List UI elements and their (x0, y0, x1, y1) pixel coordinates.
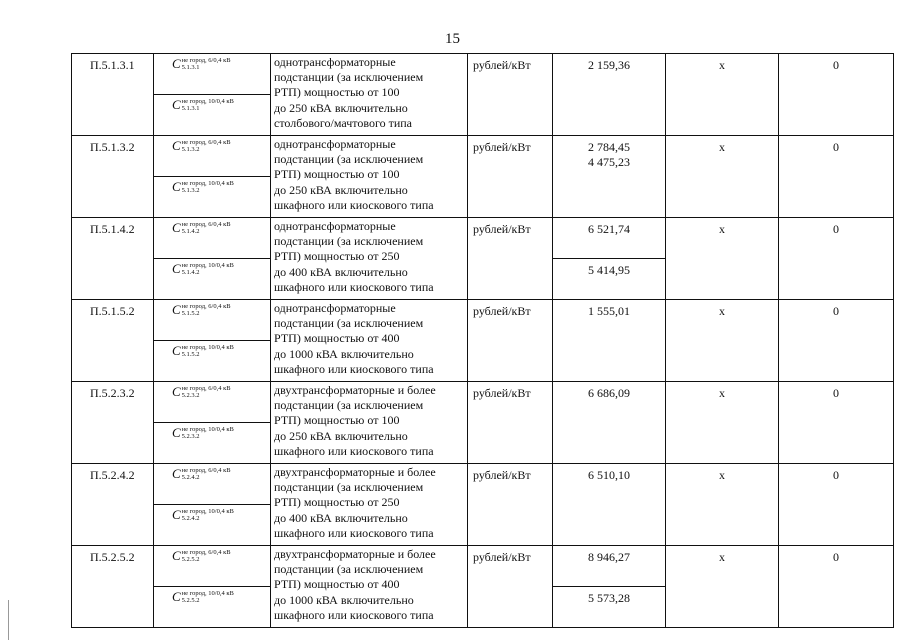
tariff-symbol-subscript: 5.2.4.2 (181, 515, 200, 522)
rate-code: П.5.2.4.2 (90, 468, 135, 482)
tariff-symbol (172, 262, 234, 276)
zero-cell (779, 300, 894, 382)
zero-value: 0 (833, 222, 839, 236)
unit-cell (468, 136, 553, 218)
rate-code-cell (72, 546, 154, 628)
tariff-symbol-subscript: 5.2.3.2 (181, 392, 200, 399)
tariff-symbol-superscript: не город, 10/0,4 кВ (181, 98, 234, 105)
formula-cell-6kv (154, 382, 271, 423)
tariff-symbol-superscript: не город, 6/0,4 кВ (181, 57, 231, 64)
tariff-value: 2 159,36 (588, 58, 630, 72)
formula-cell-10kv (154, 423, 271, 464)
tariff-symbol-subscript: 5.1.4.2 (181, 269, 200, 276)
value-cell-6kv (553, 382, 666, 464)
tariff-symbol-scripts (182, 57, 231, 71)
rate-code: П.5.1.3.2 (90, 140, 135, 154)
tariff-table (71, 53, 894, 628)
tariff-symbol-scripts (182, 590, 234, 604)
table-row (72, 54, 894, 95)
unit-label: рублей/кВт (473, 140, 531, 154)
x-mark: х (719, 58, 725, 72)
description-line: подстанции (за исключением (274, 70, 424, 85)
tariff-symbol (172, 139, 231, 153)
tariff-symbol (172, 221, 231, 235)
formula-cell-10kv (154, 341, 271, 382)
tariff-symbol-scripts (182, 180, 234, 194)
tariff-symbol-letter: C (172, 548, 181, 563)
description-line: шкафного или киоскового типа (274, 525, 434, 540)
tariff-symbol-superscript: не город, 6/0,4 кВ (181, 139, 231, 146)
description-line: однотрансформаторные (274, 55, 396, 69)
description-line: до 400 кВА включительно (274, 510, 408, 525)
description-line: до 250 кВА включительно (274, 100, 408, 115)
tariff-symbol-scripts (182, 344, 234, 358)
zero-cell (779, 546, 894, 628)
x-cell (666, 546, 779, 628)
x-mark: х (719, 140, 725, 154)
x-cell (666, 218, 779, 300)
zero-cell (779, 382, 894, 464)
rate-code-cell (72, 136, 154, 218)
unit-cell (468, 382, 553, 464)
unit-cell (468, 546, 553, 628)
rate-code: П.5.1.5.2 (90, 304, 135, 318)
table-row (72, 382, 894, 423)
zero-value: 0 (833, 304, 839, 318)
formula-cell-10kv (154, 259, 271, 300)
table-row (72, 218, 894, 259)
tariff-value: 4 475,23 (588, 155, 630, 170)
description-line: подстанции (за исключением (274, 398, 424, 413)
tariff-symbol-superscript: не город, 6/0,4 кВ (181, 467, 231, 474)
rate-code-cell (72, 54, 154, 136)
rate-code-cell (72, 300, 154, 382)
tariff-value: 6 510,10 (588, 468, 630, 482)
description-line: шкафного или киоскового типа (274, 197, 434, 212)
rate-code: П.5.1.3.1 (90, 58, 135, 72)
tariff-symbol-subscript: 5.2.5.2 (181, 597, 200, 604)
tariff-symbol (172, 180, 234, 194)
formula-cell-6kv (154, 136, 271, 177)
unit-label: рублей/кВт (473, 386, 531, 400)
description-line: РТП) мощностью от 100 (274, 167, 400, 182)
scan-artifact-line (8, 600, 9, 640)
x-cell (666, 136, 779, 218)
tariff-symbol-scripts (182, 221, 231, 235)
formula-cell-6kv (154, 546, 271, 587)
formula-cell-10kv (154, 587, 271, 628)
tariff-symbol-superscript: не город, 10/0,4 кВ (181, 508, 234, 515)
tariff-symbol-letter: C (172, 507, 181, 522)
description-line: до 1000 кВА включительно (274, 346, 414, 361)
tariff-symbol (172, 57, 231, 71)
tariff-symbol-letter: C (172, 220, 181, 235)
formula-cell-10kv (154, 505, 271, 546)
tariff-symbol-subscript: 5.1.3.1 (181, 105, 200, 112)
rate-code: П.5.2.3.2 (90, 386, 135, 400)
description-line: РТП) мощностью от 100 (274, 85, 400, 100)
zero-value: 0 (833, 58, 839, 72)
description-line: РТП) мощностью от 100 (274, 413, 400, 428)
table-row (72, 546, 894, 587)
tariff-symbol-scripts (182, 98, 234, 112)
value-cell-6kv (553, 218, 666, 259)
tariff-value: 1 555,01 (588, 304, 630, 318)
description-line: однотрансформаторные (274, 219, 396, 233)
tariff-value: 2 784,45 (588, 140, 630, 154)
description-line: шкафного или киоскового типа (274, 279, 434, 294)
unit-label: рублей/кВт (473, 222, 531, 236)
tariff-symbol (172, 508, 234, 522)
tariff-symbol (172, 303, 231, 317)
tariff-symbol-superscript: не город, 10/0,4 кВ (181, 262, 234, 269)
description-cell (271, 300, 468, 382)
table-row (72, 300, 894, 341)
zero-value: 0 (833, 140, 839, 154)
description-line: подстанции (за исключением (274, 562, 424, 577)
value-cell-6kv (553, 300, 666, 382)
tariff-symbol-superscript: не город, 6/0,4 кВ (181, 221, 231, 228)
description-line: двухтрансформаторные и более (274, 547, 436, 561)
unit-cell (468, 464, 553, 546)
tariff-symbol (172, 467, 231, 481)
tariff-symbol-superscript: не город, 10/0,4 кВ (181, 344, 234, 351)
tariff-symbol-scripts (182, 385, 231, 399)
tariff-symbol-letter: C (172, 343, 181, 358)
description-line: РТП) мощностью от 250 (274, 249, 400, 264)
table-row (72, 136, 894, 177)
unit-label: рублей/кВт (473, 550, 531, 564)
tariff-value: 5 414,95 (588, 263, 630, 277)
x-mark: х (719, 222, 725, 236)
unit-label: рублей/кВт (473, 468, 531, 482)
tariff-symbol (172, 590, 234, 604)
tariff-symbol-subscript: 5.1.3.2 (181, 146, 200, 153)
description-line: однотрансформаторные (274, 301, 396, 315)
tariff-symbol (172, 426, 234, 440)
description-cell (271, 382, 468, 464)
zero-value: 0 (833, 386, 839, 400)
description-line: РТП) мощностью от 250 (274, 495, 400, 510)
x-mark: х (719, 386, 725, 400)
rate-code: П.5.1.4.2 (90, 222, 135, 236)
tariff-symbol-scripts (182, 549, 231, 563)
formula-cell-10kv (154, 95, 271, 136)
formula-cell-6kv (154, 218, 271, 259)
tariff-symbol-letter: C (172, 589, 181, 604)
tariff-table-body (72, 54, 894, 628)
zero-cell (779, 218, 894, 300)
tariff-symbol-scripts (182, 262, 234, 276)
x-mark: х (719, 468, 725, 482)
description-line: двухтрансформаторные и более (274, 465, 436, 479)
page-number: 15 (445, 31, 460, 47)
value-cell-6kv (553, 546, 666, 587)
value-cell-6kv (553, 136, 666, 218)
tariff-value: 5 573,28 (588, 591, 630, 605)
description-line: РТП) мощностью от 400 (274, 577, 400, 592)
tariff-symbol-letter: C (172, 261, 181, 276)
description-line: РТП) мощностью от 400 (274, 331, 400, 346)
description-line: подстанции (за исключением (274, 234, 424, 249)
formula-cell-6kv (154, 464, 271, 505)
tariff-symbol-superscript: не город, 10/0,4 кВ (181, 590, 234, 597)
value-cell-6kv (553, 54, 666, 136)
zero-cell (779, 54, 894, 136)
description-line: до 250 кВА включительно (274, 428, 408, 443)
tariff-symbol-scripts (182, 508, 234, 522)
x-cell (666, 382, 779, 464)
description-line: шкафного или киоскового типа (274, 443, 434, 458)
tariff-symbol-subscript: 5.1.3.2 (181, 187, 200, 194)
tariff-symbol (172, 385, 231, 399)
formula-cell-6kv (154, 54, 271, 95)
x-cell (666, 464, 779, 546)
tariff-symbol-superscript: не город, 10/0,4 кВ (181, 180, 234, 187)
description-line: до 250 кВА включительно (274, 182, 408, 197)
tariff-symbol-letter: C (172, 425, 181, 440)
x-cell (666, 300, 779, 382)
tariff-symbol (172, 344, 234, 358)
tariff-symbol-letter: C (172, 56, 181, 71)
tariff-symbol-letter: C (172, 138, 181, 153)
description-cell (271, 54, 468, 136)
unit-cell (468, 54, 553, 136)
tariff-symbol-letter: C (172, 97, 181, 112)
tariff-value: 6 686,09 (588, 386, 630, 400)
tariff-value: 8 946,27 (588, 550, 630, 564)
description-line: столбового/мачтового типа (274, 115, 412, 130)
tariff-symbol-superscript: не город, 6/0,4 кВ (181, 303, 231, 310)
tariff-symbol-letter: C (172, 302, 181, 317)
description-cell (271, 218, 468, 300)
unit-label: рублей/кВт (473, 304, 531, 318)
x-cell (666, 54, 779, 136)
zero-value: 0 (833, 468, 839, 482)
tariff-symbol-scripts (182, 139, 231, 153)
tariff-symbol-superscript: не город, 10/0,4 кВ (181, 426, 234, 433)
tariff-symbol-letter: C (172, 466, 181, 481)
description-line: однотрансформаторные (274, 137, 396, 151)
tariff-symbol (172, 549, 231, 563)
tariff-symbol-subscript: 5.1.5.2 (181, 351, 200, 358)
description-cell (271, 464, 468, 546)
tariff-symbol-superscript: не город, 6/0,4 кВ (181, 549, 231, 556)
zero-cell (779, 464, 894, 546)
description-line: до 1000 кВА включительно (274, 592, 414, 607)
tariff-symbol-subscript: 5.1.3.1 (181, 64, 200, 71)
zero-cell (779, 136, 894, 218)
description-line: подстанции (за исключением (274, 316, 424, 331)
tariff-symbol-subscript: 5.2.4.2 (181, 474, 200, 481)
description-cell (271, 136, 468, 218)
formula-cell-6kv (154, 300, 271, 341)
tariff-symbol-subscript: 5.2.3.2 (181, 433, 200, 440)
x-mark: х (719, 550, 725, 564)
value-cell-10kv (553, 587, 666, 628)
tariff-symbol-scripts (182, 303, 231, 317)
value-cell-10kv (553, 259, 666, 300)
unit-cell (468, 218, 553, 300)
description-line: подстанции (за исключением (274, 480, 424, 495)
description-line: до 400 кВА включительно (274, 264, 408, 279)
x-mark: х (719, 304, 725, 318)
description-line: шкафного или киоскового типа (274, 607, 434, 622)
description-cell (271, 546, 468, 628)
rate-code: П.5.2.5.2 (90, 550, 135, 564)
description-line: подстанции (за исключением (274, 152, 424, 167)
tariff-symbol-letter: C (172, 179, 181, 194)
formula-cell-10kv (154, 177, 271, 218)
rate-code-cell (72, 218, 154, 300)
rate-code-cell (72, 382, 154, 464)
tariff-symbol-scripts (182, 426, 234, 440)
tariff-symbol-superscript: не город, 6/0,4 кВ (181, 385, 231, 392)
tariff-symbol-subscript: 5.2.5.2 (181, 556, 200, 563)
tariff-symbol-subscript: 5.1.4.2 (181, 228, 200, 235)
rate-code-cell (72, 464, 154, 546)
description-line: двухтрансформаторные и более (274, 383, 436, 397)
description-line: шкафного или киоскового типа (274, 361, 434, 376)
tariff-symbol-letter: C (172, 384, 181, 399)
tariff-symbol (172, 98, 234, 112)
tariff-symbol-scripts (182, 467, 231, 481)
value-cell-6kv (553, 464, 666, 546)
tariff-symbol-subscript: 5.1.5.2 (181, 310, 200, 317)
tariff-value: 6 521,74 (588, 222, 630, 236)
table-row (72, 464, 894, 505)
unit-cell (468, 300, 553, 382)
zero-value: 0 (833, 550, 839, 564)
unit-label: рублей/кВт (473, 58, 531, 72)
